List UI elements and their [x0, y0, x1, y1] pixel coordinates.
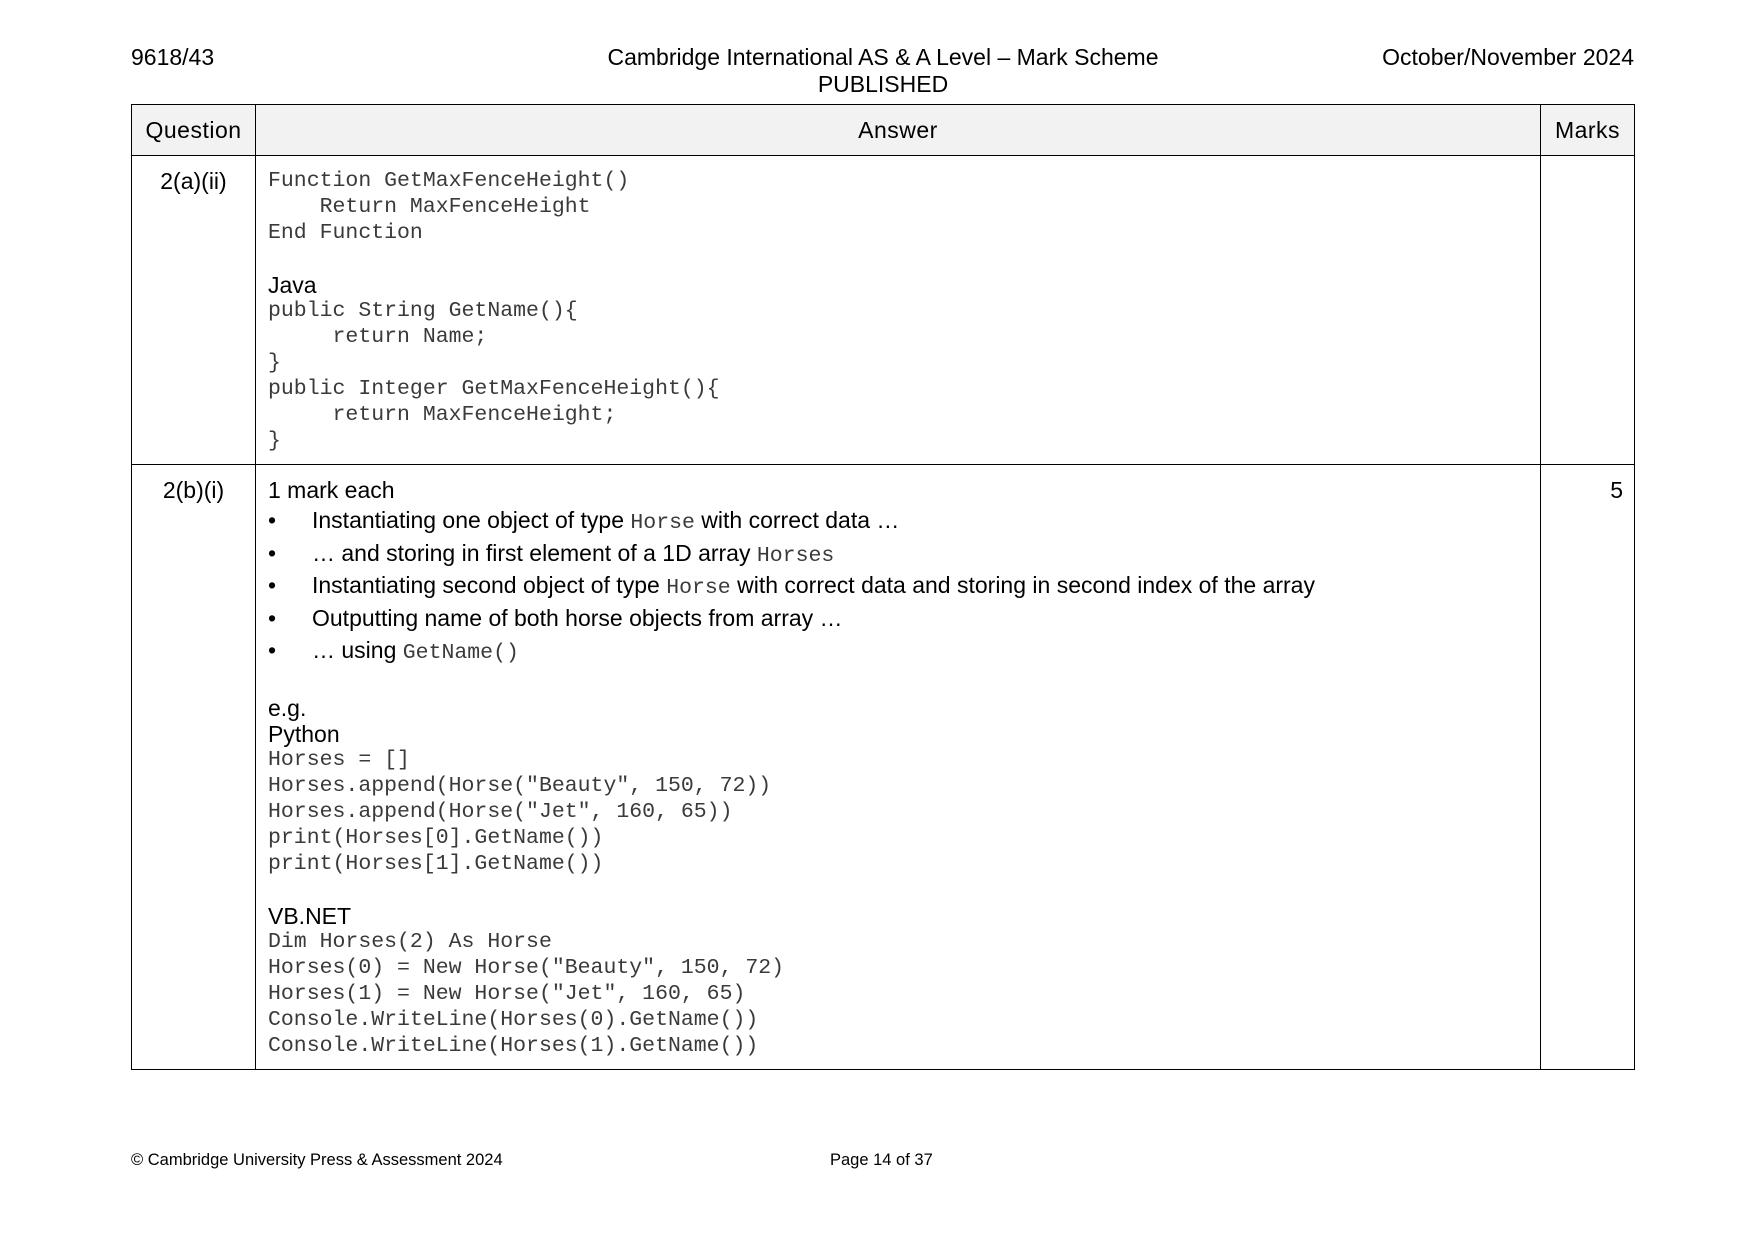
document-title: Cambridge International AS & A Level – Mark Scheme [607, 44, 1159, 70]
table-row [132, 465, 1635, 1070]
list-item: • … and storing in first element of a 1D array Horses [268, 539, 835, 568]
example-label: e.g. [268, 694, 307, 721]
python-code-block: Horses = [] Horses.append(Horse("Beauty", 150, 72)) Horses.append(Horse("Jet", 160, 65)) print(Horses[0].GetName()) print(Horses[1].GetName()) [268, 747, 772, 876]
java-code-block: public String GetName(){ return Name; } public Integer GetMaxFenceHeight(){ return MaxFenceHeight; } [268, 299, 720, 453]
answer-column-header: Answer [256, 105, 1541, 156]
list-item: • Instantiating one object of type Horse with correct data … [268, 507, 900, 535]
marking-intro: 1 mark each [268, 477, 395, 503]
exam-session: October/November 2024 [1382, 44, 1634, 70]
bullet-icon: • [268, 637, 277, 663]
document-status: PUBLISHED [817, 71, 949, 97]
pseudocode-block: Function GetMaxFenceHeight() Return MaxFenceHeight End Function [268, 169, 630, 245]
bullet-icon: • [268, 539, 277, 566]
bullet-icon: • [268, 507, 277, 533]
question-column-header: Question [132, 105, 256, 156]
list-item: • … using GetName() [268, 637, 519, 665]
list-item: • Outputting name of both horse objects from array … [268, 604, 1530, 637]
question-number: 2(a)(ii) [132, 156, 256, 465]
answer-cell [256, 156, 1541, 465]
answer-cell [256, 465, 1541, 1070]
bullet-icon: • [268, 604, 277, 631]
paper-code: 9618/43 [131, 44, 215, 70]
language-label-python: Python [268, 720, 340, 747]
marks-cell: 5 [1541, 465, 1635, 1070]
page-number: Page 14 of 37 [830, 1151, 933, 1169]
marking-points-list [268, 506, 1530, 669]
mark-scheme-table [131, 104, 1635, 1070]
table-header-row [132, 105, 1635, 156]
list-item: • Instantiating second object of type Horse with correct data and storing in second index of the array [268, 572, 1315, 600]
language-label-vbnet: VB.NET [268, 902, 352, 929]
vbnet-code-block: Dim Horses(2) As Horse Horses(0) = New Horse("Beauty", 150, 72) Horses(1) = New Horse("Jet", 160, 65) Console.WriteLine(Horses(0).GetName()) Console.WriteLine(Horses(1).GetName()) [268, 929, 785, 1058]
copyright-notice: © Cambridge University Press & Assessment 2024 [131, 1151, 503, 1169]
question-number: 2(b)(i) [132, 465, 256, 1070]
bullet-icon: • [268, 572, 277, 598]
marks-column-header: Marks [1541, 105, 1635, 156]
marks-cell [1541, 156, 1635, 465]
language-label-java: Java [268, 272, 317, 298]
table-row [132, 156, 1635, 465]
